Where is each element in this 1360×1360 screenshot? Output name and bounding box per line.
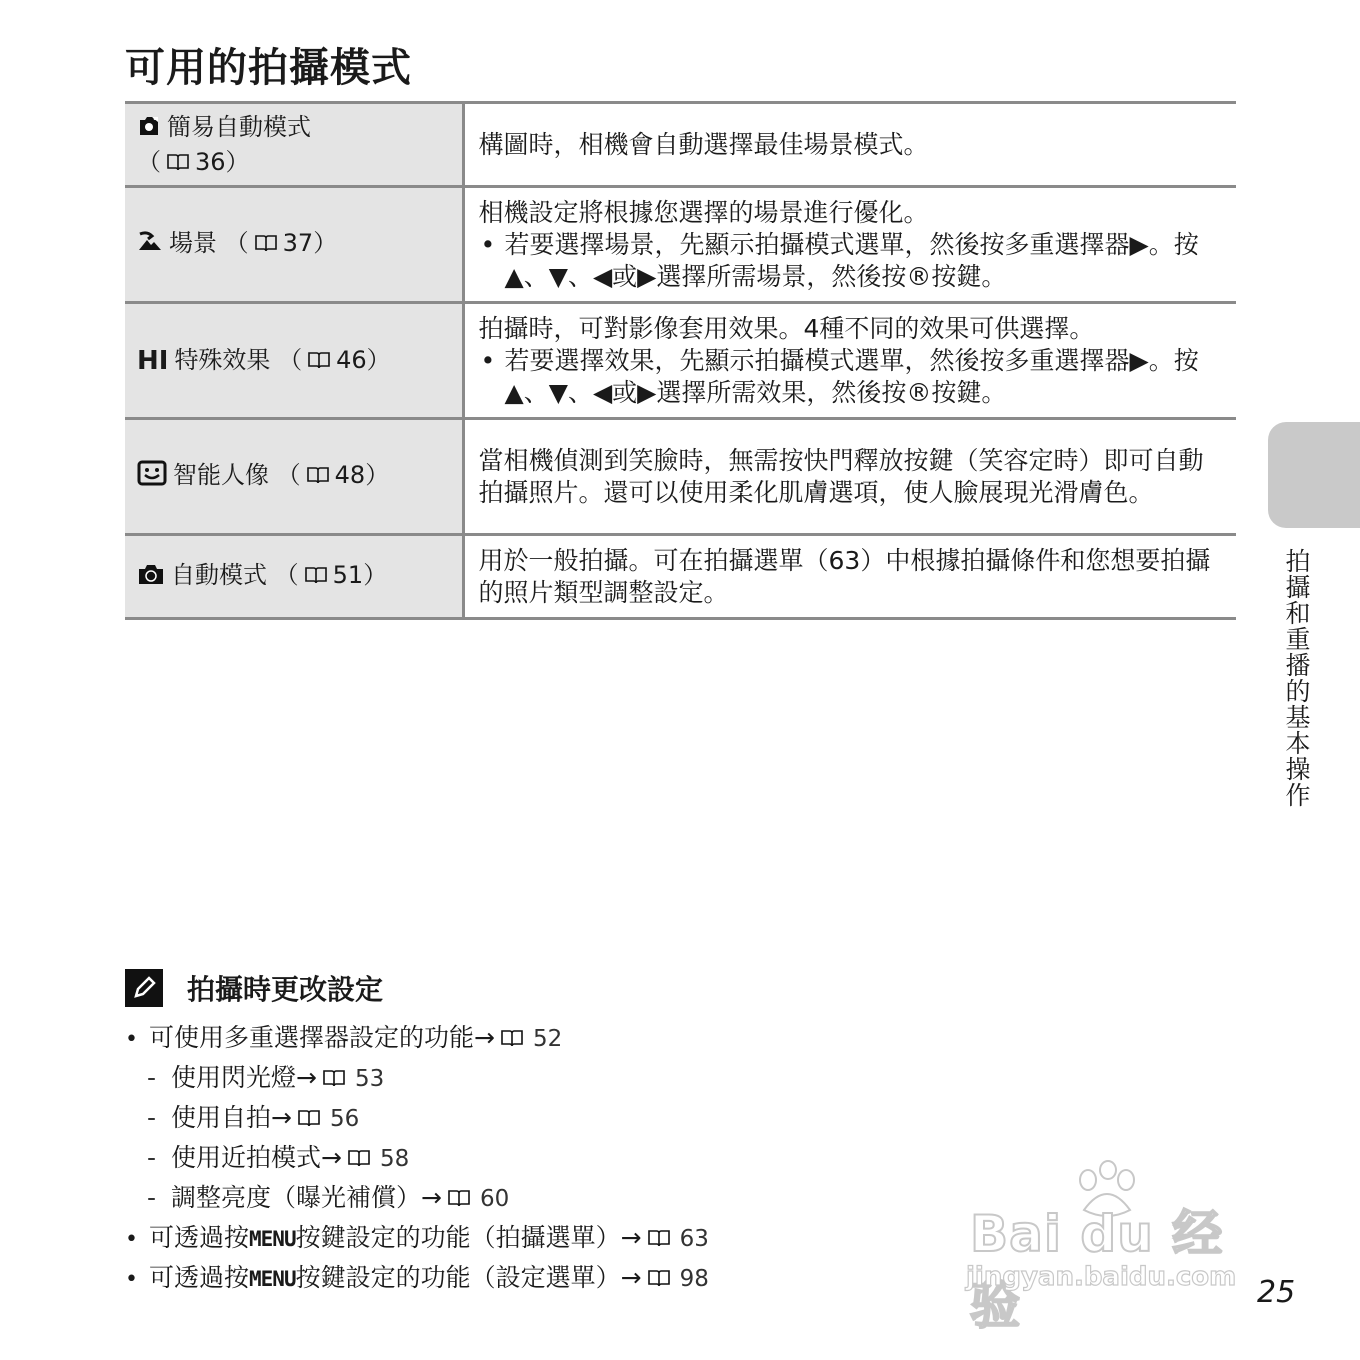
book-icon	[348, 1150, 370, 1167]
list-item: - 調整亮度（曝光補償）→ 60	[125, 1178, 709, 1218]
mode-ref: （ 36）	[137, 148, 250, 176]
easy-auto-icon	[137, 114, 161, 146]
auto-mode-camera-icon	[137, 562, 165, 594]
table-row	[125, 303, 1236, 419]
mode-description	[463, 419, 1236, 535]
description-text: 相機設定將根據您選擇的場景進行優化。	[478, 197, 929, 227]
mode-description	[463, 303, 1236, 419]
book-icon	[305, 567, 327, 584]
list-item: - 使用近拍模式→ 58	[125, 1138, 709, 1178]
mode-description	[463, 187, 1236, 303]
book-icon	[648, 1230, 670, 1247]
book-icon	[167, 154, 189, 171]
list-item: - 使用自拍→ 56	[125, 1098, 709, 1138]
mode-description	[463, 103, 1236, 187]
book-icon	[308, 352, 330, 369]
page-title: 可用的拍攝模式	[125, 45, 412, 91]
book-icon	[307, 467, 329, 484]
book-icon	[448, 1190, 470, 1207]
chapter-tab-label: 拍攝和重播的基本操作	[1282, 548, 1311, 808]
mode-name: 場景	[169, 229, 217, 257]
mode-ref: （ 37）	[224, 229, 338, 257]
smart-portrait-icon	[137, 460, 167, 494]
description-text: 拍攝時，可對影像套用效果。4種不同的效果可供選擇。	[478, 313, 1095, 343]
description-text: 用於一般拍攝。可在拍攝選單（63）中根據拍攝條件和您想要拍攝的照片類型調整設定。	[478, 545, 1211, 607]
note-title: 拍攝時更改設定	[187, 973, 384, 1006]
mode-name: 特殊效果	[174, 346, 271, 374]
book-icon	[255, 235, 277, 252]
book-icon	[648, 1270, 670, 1287]
menu-button-label: MENU	[249, 1267, 296, 1291]
mode-name: 簡易自動模式	[167, 113, 311, 141]
mode-name: 自動模式	[171, 561, 267, 589]
mode-cell-special-effects	[125, 303, 463, 419]
mode-cell-scene	[125, 187, 463, 303]
note-list	[125, 1018, 709, 1298]
menu-button-label: MENU	[249, 1227, 296, 1251]
mode-cell-auto	[125, 535, 463, 619]
table-row	[125, 187, 1236, 303]
table-row	[125, 535, 1236, 619]
baidu-watermark	[962, 1160, 1272, 1335]
mode-ref: （ 46）	[278, 346, 391, 374]
special-effects-icon: HI	[137, 346, 169, 376]
pencil-note-icon	[125, 969, 163, 1007]
watermark-url: jingyan.baidu.com	[966, 1262, 1237, 1292]
mode-cell-easy-auto	[125, 103, 463, 187]
list-item: - 使用閃光燈→ 53	[125, 1058, 709, 1098]
description-bullet: • 若要選擇場景，先顯示拍攝模式選單，然後按多重選擇器▶。按▲、▼、◀或▶選擇所需場景，然後按®按鍵。	[479, 229, 1223, 293]
page-number: 25	[1257, 1275, 1296, 1310]
table-row	[125, 419, 1236, 535]
book-icon	[298, 1110, 320, 1127]
chapter-tab	[1268, 422, 1360, 528]
table-row	[125, 103, 1236, 187]
book-icon	[323, 1070, 345, 1087]
mode-cell-smart-portrait	[125, 419, 463, 535]
description-text: 構圖時，相機會自動選擇最佳場景模式。	[478, 129, 929, 159]
note-section	[125, 968, 709, 1298]
list-item: • 可透過按MENU按鍵設定的功能（拍攝選單）→ 63	[125, 1218, 709, 1258]
mode-ref: （ 48）	[276, 461, 390, 489]
mode-ref: （ 51）	[274, 561, 388, 589]
book-icon	[501, 1030, 523, 1047]
list-item: • 可使用多重選擇器設定的功能→ 52	[125, 1018, 709, 1058]
list-item: • 可透過按MENU按鍵設定的功能（設定選單）→ 98	[125, 1258, 709, 1298]
scene-icon	[137, 230, 163, 262]
description-text: 當相機偵測到笑臉時，無需按快門釋放按鍵（笑容定時）即可自動拍攝照片。還可以使用柔化肌膚選項，使人臉展現光滑膚色。	[478, 445, 1204, 507]
mode-description	[463, 535, 1236, 619]
description-bullet: • 若要選擇效果，先顯示拍攝模式選單，然後按多重選擇器▶。按▲、▼、◀或▶選擇所需效果，然後按®按鍵。	[479, 345, 1223, 409]
shooting-modes-table	[125, 101, 1236, 620]
mode-name: 智能人像	[173, 461, 269, 489]
watermark-main-text: Bai du 经验	[970, 1205, 1224, 1335]
